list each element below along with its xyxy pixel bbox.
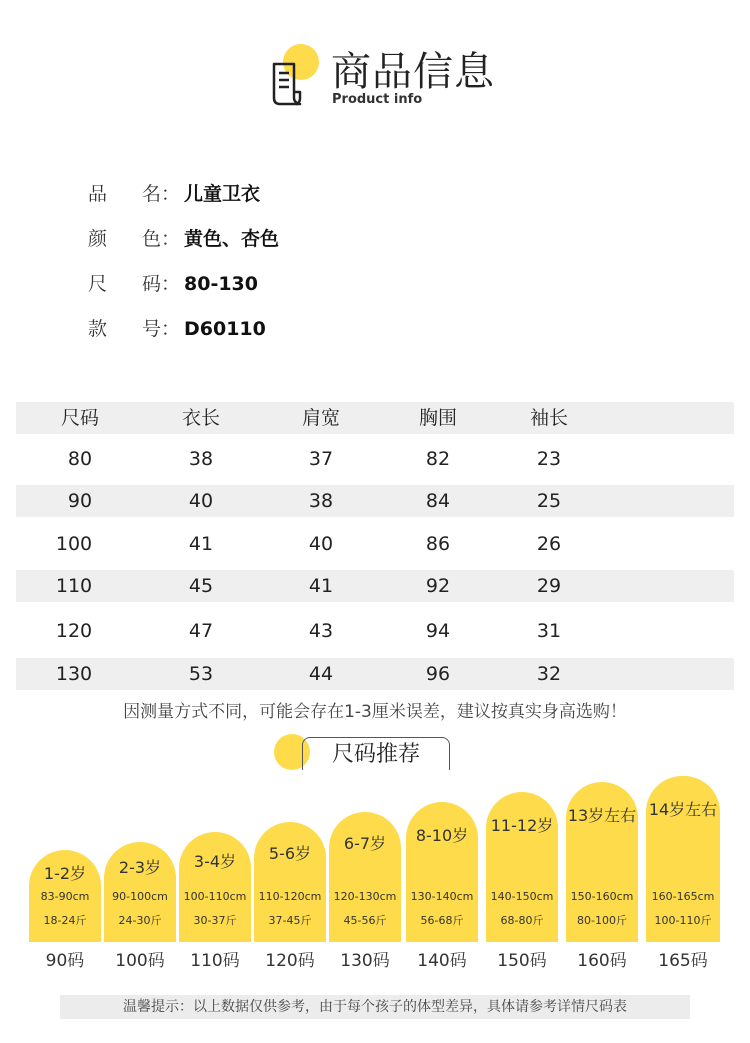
bar-weight-label: 45-56斤: [343, 914, 387, 927]
table-cell: 94: [425, 620, 451, 642]
recommend-bar: [566, 782, 638, 942]
table-cell: 40: [188, 490, 214, 512]
table-header-cell: 衣长: [181, 407, 220, 429]
bar-age-label: 3-4岁: [193, 852, 237, 871]
bar-weight-label: 37-45斤: [268, 914, 312, 927]
table-row: [16, 658, 734, 690]
bar-size-label: 110码: [190, 951, 240, 971]
table-row: [16, 615, 734, 647]
bar-size-label: 160码: [577, 951, 627, 971]
bar-size-label: 165码: [658, 951, 708, 971]
page-subtitle: Product info: [332, 92, 423, 107]
page-title: 商品信息: [331, 49, 495, 95]
info-label-2: 色：: [142, 228, 181, 250]
table-cell: 110: [55, 575, 93, 597]
info-label-2: 名：: [142, 183, 181, 205]
bar-age-label: 13岁左右: [567, 806, 637, 825]
info-label-1: 款: [88, 318, 108, 340]
bar-weight-label: 68-80斤: [500, 914, 544, 927]
bar-height-label: 160-165cm: [651, 890, 715, 903]
table-cell: 38: [308, 490, 334, 512]
bar-height-label: 120-130cm: [333, 890, 397, 903]
table-cell: 86: [425, 533, 451, 555]
recommend-bar: [104, 842, 176, 942]
table-cell: 80: [67, 448, 93, 470]
bar-height-label: 150-160cm: [570, 890, 634, 903]
recommend-bar: [29, 850, 101, 942]
bar-weight-label: 100-110斤: [654, 914, 712, 927]
table-cell: 47: [188, 620, 214, 642]
recommend-bar: [646, 776, 720, 942]
bar-size-label: 150码: [497, 951, 547, 971]
table-row: [16, 485, 734, 517]
table-cell: 37: [308, 448, 334, 470]
table-header-cell: 胸围: [418, 407, 457, 429]
table-cell: 90: [67, 490, 93, 512]
bar-size-label: 130码: [340, 951, 390, 971]
bar-size-label: 100码: [115, 951, 165, 971]
bar-size-label: 90码: [45, 951, 85, 971]
info-label-1: 颜: [88, 228, 108, 250]
info-label-2: 号：: [142, 318, 181, 340]
bar-height-label: 140-150cm: [490, 890, 554, 903]
table-cell: 100: [55, 533, 93, 555]
table-cell: 53: [188, 663, 214, 685]
recommend-bar: [486, 792, 558, 942]
document-icon: [272, 62, 302, 106]
bar-weight-label: 24-30斤: [118, 914, 162, 927]
table-cell: 40: [308, 533, 334, 555]
table-cell: 96: [425, 663, 451, 685]
table-row: [16, 570, 734, 602]
table-cell: 41: [308, 575, 334, 597]
recommend-bar: [254, 822, 326, 942]
table-cell: 84: [425, 490, 451, 512]
table-cell: 130: [55, 663, 93, 685]
table-header-row: [16, 402, 734, 434]
table-header-cell: 袖长: [529, 407, 568, 429]
measurement-note: 因测量方式不同，可能会存在1-3厘米误差，建议按真实身高选购！: [123, 702, 627, 722]
table-cell: 31: [536, 620, 562, 642]
table-cell: 29: [536, 575, 562, 597]
recommend-bar: [179, 832, 251, 942]
bar-height-label: 100-110cm: [183, 890, 247, 903]
recommend-title: 尺码推荐: [331, 742, 420, 767]
bar-height-label: 83-90cm: [40, 890, 90, 903]
info-label-2: 码：: [142, 273, 181, 295]
bar-age-label: 6-7岁: [343, 834, 387, 853]
bar-size-label: 140码: [417, 951, 467, 971]
table-cell: 120: [55, 620, 93, 642]
tip-banner: 温馨提示：以上数据仅供参考，由于每个孩子的体型差异，具体请参考详情尺码表: [60, 995, 690, 1019]
bar-weight-label: 18-24斤: [43, 914, 87, 927]
table-cell: 45: [188, 575, 214, 597]
table-cell: 82: [425, 448, 451, 470]
table-cell: 92: [425, 575, 451, 597]
table-row: [16, 528, 734, 560]
recommend-bar: [406, 802, 478, 942]
table-header-cell: 尺码: [60, 407, 99, 429]
table-cell: 32: [536, 663, 562, 685]
bar-age-label: 8-10岁: [415, 826, 469, 845]
info-value: 儿童卫衣: [184, 183, 261, 205]
bar-age-label: 11-12岁: [490, 816, 554, 835]
bar-weight-label: 80-100斤: [577, 914, 627, 927]
table-cell: 26: [536, 533, 562, 555]
bar-height-label: 130-140cm: [410, 890, 474, 903]
bar-age-label: 1-2岁: [43, 864, 87, 883]
bar-size-label: 120码: [265, 951, 315, 971]
table-cell: 38: [188, 448, 214, 470]
table-cell: 23: [536, 448, 562, 470]
table-header-cell: 肩宽: [301, 407, 340, 429]
info-value: D60110: [184, 318, 266, 340]
recommend-bar: [329, 812, 401, 942]
info-label-1: 尺: [88, 273, 108, 295]
table-cell: 43: [308, 620, 334, 642]
bar-age-label: 5-6岁: [268, 844, 312, 863]
info-label-1: 品: [88, 183, 108, 205]
info-value: 黄色、杏色: [184, 228, 280, 250]
table-cell: 44: [308, 663, 334, 685]
table-cell: 25: [536, 490, 562, 512]
bar-weight-label: 56-68斤: [420, 914, 464, 927]
bar-height-label: 110-120cm: [258, 890, 322, 903]
bar-height-label: 90-100cm: [112, 890, 168, 903]
bar-age-label: 14岁左右: [648, 800, 718, 819]
bar-age-label: 2-3岁: [118, 858, 162, 877]
bar-weight-label: 30-37斤: [193, 914, 237, 927]
info-value: 80-130: [184, 273, 258, 295]
table-cell: 41: [188, 533, 214, 555]
table-row: [16, 443, 734, 475]
